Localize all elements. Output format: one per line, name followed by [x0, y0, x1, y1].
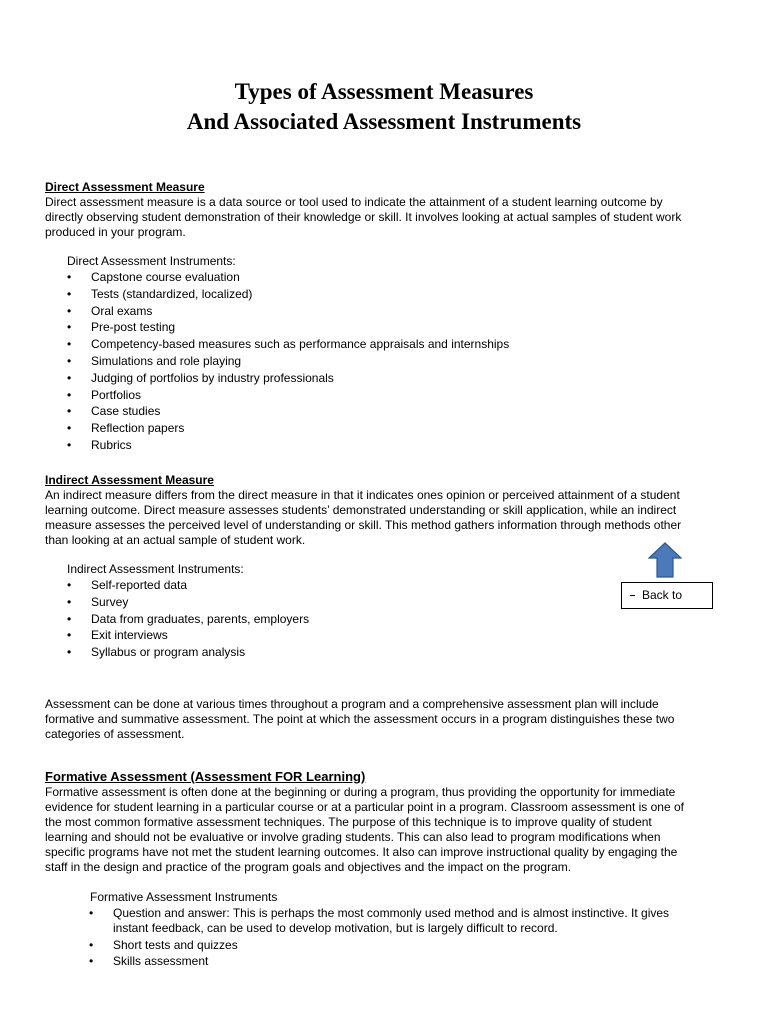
- bullet-icon: •: [67, 286, 72, 301]
- list-item: • Syllabus or program analysis: [67, 645, 246, 660]
- paragraph-line: learning outcome. Direct measure assesses students’ demonstrated understanding or skill application, while an indirect: [45, 503, 677, 517]
- paragraph-line: directly observing student demonstration of their knowledge or skill. It involves looking at actual samples of student work: [45, 210, 682, 224]
- list-item: • Question and answer: This is perhaps the most commonly used method and is almost instinctive. It gives instant feedback, can be used to develop motivation, but is largely difficult to record.: [89, 906, 670, 935]
- paragraph-line: An indirect measure differs from the direct measure in that it indicates ones opinion or perceived attainment of a student: [45, 488, 680, 502]
- cursor-mark: [630, 595, 635, 596]
- paragraph-line: Direct assessment measure is a data source or tool used to indicate the attainment of a student learning outcome by: [45, 195, 663, 209]
- bullet-icon: •: [67, 387, 72, 402]
- bullet-icon: •: [67, 437, 72, 452]
- list-item: • Rubrics: [67, 437, 132, 452]
- formative-instruments-label: Formative Assessment Instruments: [90, 890, 278, 904]
- bullet-icon: •: [67, 421, 72, 436]
- paragraph-line: staff in the design and practice of the program goals and objectives and the impact on the program.: [45, 860, 572, 874]
- list-item: • Data from graduates, parents, employers: [67, 611, 310, 626]
- bullet-icon: •: [67, 303, 72, 318]
- paragraph-line: the most common formative assessment techniques. The purpose of this technique is to improve quality of student: [45, 815, 652, 829]
- list-item: • Oral exams: [67, 303, 153, 318]
- paragraph-line: than looking at an actual sample of student work.: [45, 533, 306, 547]
- list-item: • Exit interviews: [67, 628, 168, 643]
- list-item: • Pre-post testing: [67, 320, 176, 335]
- list-item: • Portfolios: [67, 387, 142, 402]
- list-item: • Judging of portfolios by industry professionals: [67, 370, 334, 385]
- bullet-icon: •: [67, 404, 72, 419]
- formative-instruments-list: [89, 906, 670, 971]
- indirect-instruments-list: [67, 578, 310, 662]
- indirect-measure-paragraph: [45, 488, 735, 548]
- paragraph-line: measure assesses the perceived level of understanding or skill. This method gathers information through methods other: [45, 518, 682, 532]
- up-arrow-shape[interactable]: [649, 543, 681, 577]
- bullet-icon: •: [67, 611, 72, 626]
- paragraph-line: evidence for student learning in a particular course or at a particular point in a program. Classroom assessment is one of: [45, 800, 684, 814]
- paragraph-line: produced in your program.: [45, 225, 186, 239]
- page-title-line-2: And Associated Assessment Instruments: [186, 109, 582, 134]
- bullet-icon: •: [89, 954, 94, 968]
- bullet-icon: •: [67, 337, 72, 352]
- paragraph-line: specific programs have not met the student learning outcomes. It also can improve instructional quality by engaging the: [45, 845, 678, 859]
- list-item: • Survey: [67, 594, 129, 609]
- list-item: • Self-reported data: [67, 578, 188, 592]
- back-to-label[interactable]: Back to: [642, 588, 683, 602]
- indirect-measure-heading: Indirect Assessment Measure: [45, 473, 214, 487]
- paragraph-line: categories of assessment.: [45, 727, 185, 741]
- formative-assessment-paragraph: [45, 785, 735, 875]
- bullet-icon: •: [67, 270, 72, 284]
- list-item: • Tests (standardized, localized): [67, 286, 253, 301]
- direct-measure-paragraph: [45, 195, 735, 240]
- assessment-timing-paragraph: [45, 697, 735, 742]
- formative-assessment-heading: Formative Assessment (Assessment FOR Learning): [45, 769, 366, 784]
- direct-instruments-label: Direct Assessment Instruments:: [67, 254, 236, 268]
- direct-instruments-list: [67, 270, 510, 455]
- paragraph-line: Formative assessment is often done at the beginning or during a program, thus providing the opportunity for immediate: [45, 785, 676, 799]
- bullet-icon: •: [89, 937, 94, 952]
- list-item: • Capstone course evaluation: [67, 270, 240, 284]
- bullet-icon: •: [67, 645, 72, 660]
- bullet-icon: •: [89, 906, 94, 920]
- bullet-icon: •: [67, 370, 72, 385]
- paragraph-line: formative and summative assessment. The point at which the assessment occurs in a program distinguishes these two: [45, 712, 675, 726]
- list-item: • Competency-based measures such as performance appraisals and internships: [67, 337, 510, 352]
- list-item: • Case studies: [67, 404, 161, 419]
- direct-measure-heading: Direct Assessment Measure: [45, 180, 205, 194]
- bullet-icon: •: [67, 594, 72, 609]
- bullet-icon: •: [67, 353, 72, 368]
- page-title-line-1: Types of Assessment Measures: [234, 79, 534, 104]
- back-to-button[interactable]: [621, 582, 713, 609]
- paragraph-line: learning and should not be evaluative or involve grading students. This can also lead to program modifications when: [45, 830, 661, 844]
- list-item: • Skills assessment: [89, 954, 209, 968]
- bullet-icon: •: [67, 320, 72, 335]
- up-arrow-icon[interactable]: [648, 542, 682, 578]
- list-item: • Short tests and quizzes: [89, 937, 238, 952]
- indirect-instruments-label: Indirect Assessment Instruments:: [67, 562, 244, 576]
- paragraph-line: Assessment can be done at various times throughout a program and a comprehensive assessment plan will include: [45, 697, 659, 711]
- bullet-icon: •: [67, 578, 72, 592]
- bullet-icon: •: [67, 628, 72, 643]
- list-item: • Simulations and role playing: [67, 353, 242, 368]
- list-item: • Reflection papers: [67, 421, 185, 436]
